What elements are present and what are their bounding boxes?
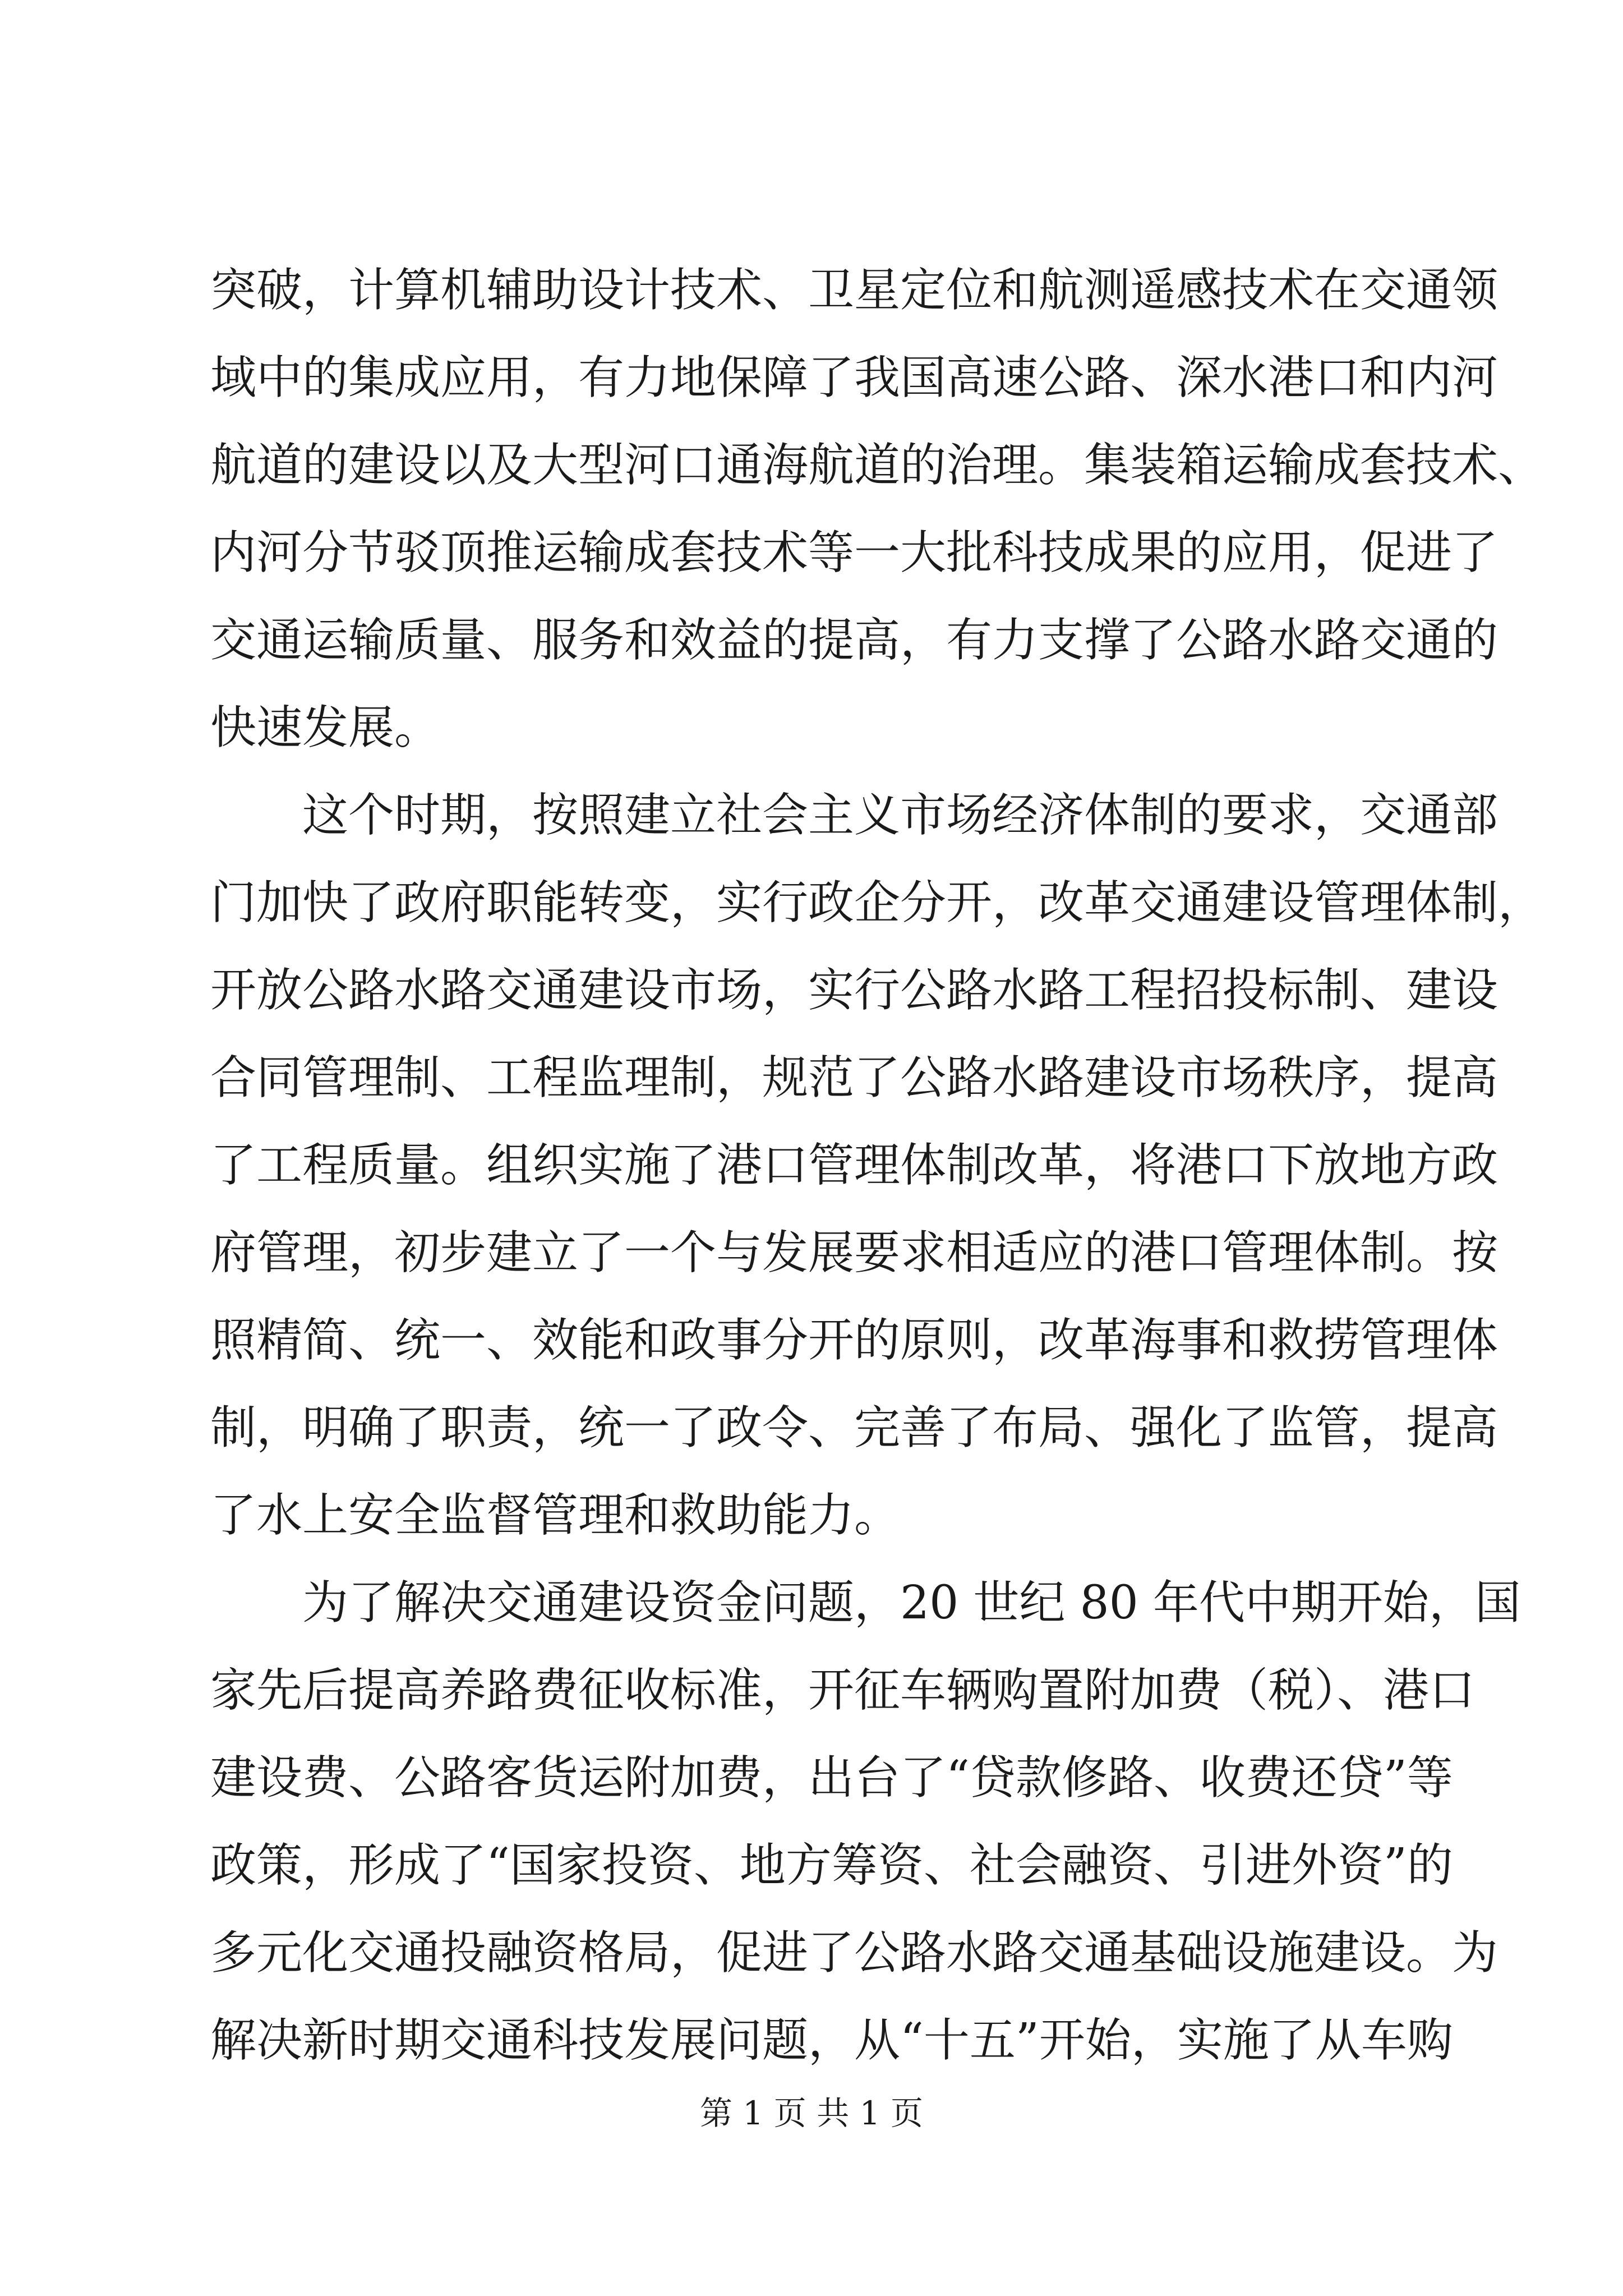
text-line: 了水上安全监督管理和救助能力。 — [210, 1489, 901, 1542]
text-line: 突破，计算机辅助设计技术、卫星定位和航测遥感技术在交通领 — [210, 264, 1498, 317]
text-line: 为了解决交通建设资金问题，20 世纪 80 年代中期开始，国 — [210, 1576, 1521, 1630]
text-line: 这个时期，按照建立社会主义市场经济体制的要求，交通部 — [210, 789, 1498, 842]
text-line: 快速发展。 — [210, 701, 441, 754]
page-number-label: 第 1 页 共 1 页 — [700, 2094, 923, 2132]
text-line: 建设费、公路客货运附加费，出台了“贷款修路、收费还贷”等 — [210, 1751, 1453, 1805]
text-line: 门加快了政府职能转变，实行政企分开，改革交通建设管理体制， — [210, 876, 1544, 930]
text-line: 府管理，初步建立了一个与发展要求相适应的港口管理体制。按 — [210, 1226, 1498, 1280]
text-line: 域中的集成应用，有力地保障了我国高速公路、深水港口和内河 — [210, 351, 1498, 404]
text-line: 航道的建设以及大型河口通海航道的治理。集装箱运输成套技术、 — [210, 439, 1544, 492]
text-line: 政策，形成了“国家投资、地方筹资、社会融资、引进外资”的 — [210, 1839, 1453, 1892]
text-line: 解决新时期交通科技发展问题，从“十五”开始，实施了从车购 — [210, 2014, 1453, 2067]
text-line: 合同管理制、工程监理制，规范了公路水路建设市场秩序，提高 — [210, 1051, 1498, 1105]
text-line: 内河分节驳顶推运输成套技术等一大批科技成果的应用，促进了 — [210, 526, 1498, 579]
page-footer — [0, 2087, 1623, 2134]
text-line: 了工程质量。组织实施了港口管理体制改革，将港口下放地方政 — [210, 1139, 1498, 1192]
text-line: 家先后提高养路费征收标准，开征车辆购置附加费（税）、港口 — [210, 1664, 1476, 1717]
text-line: 开放公路水路交通建设市场，实行公路水路工程招投标制、建设 — [210, 964, 1498, 1017]
text-line: 制，明确了职责，统一了政令、完善了布局、强化了监管，提高 — [210, 1401, 1498, 1455]
text-line: 多元化交通投融资格局，促进了公路水路交通基础设施建设。为 — [210, 1926, 1498, 1980]
text-line: 照精简、统一、效能和政事分开的原则，改革海事和救捞管理体 — [210, 1314, 1498, 1367]
document-body — [210, 247, 1544, 2085]
text-line: 交通运输质量、服务和效益的提高，有力支撑了公路水路交通的 — [210, 614, 1498, 667]
